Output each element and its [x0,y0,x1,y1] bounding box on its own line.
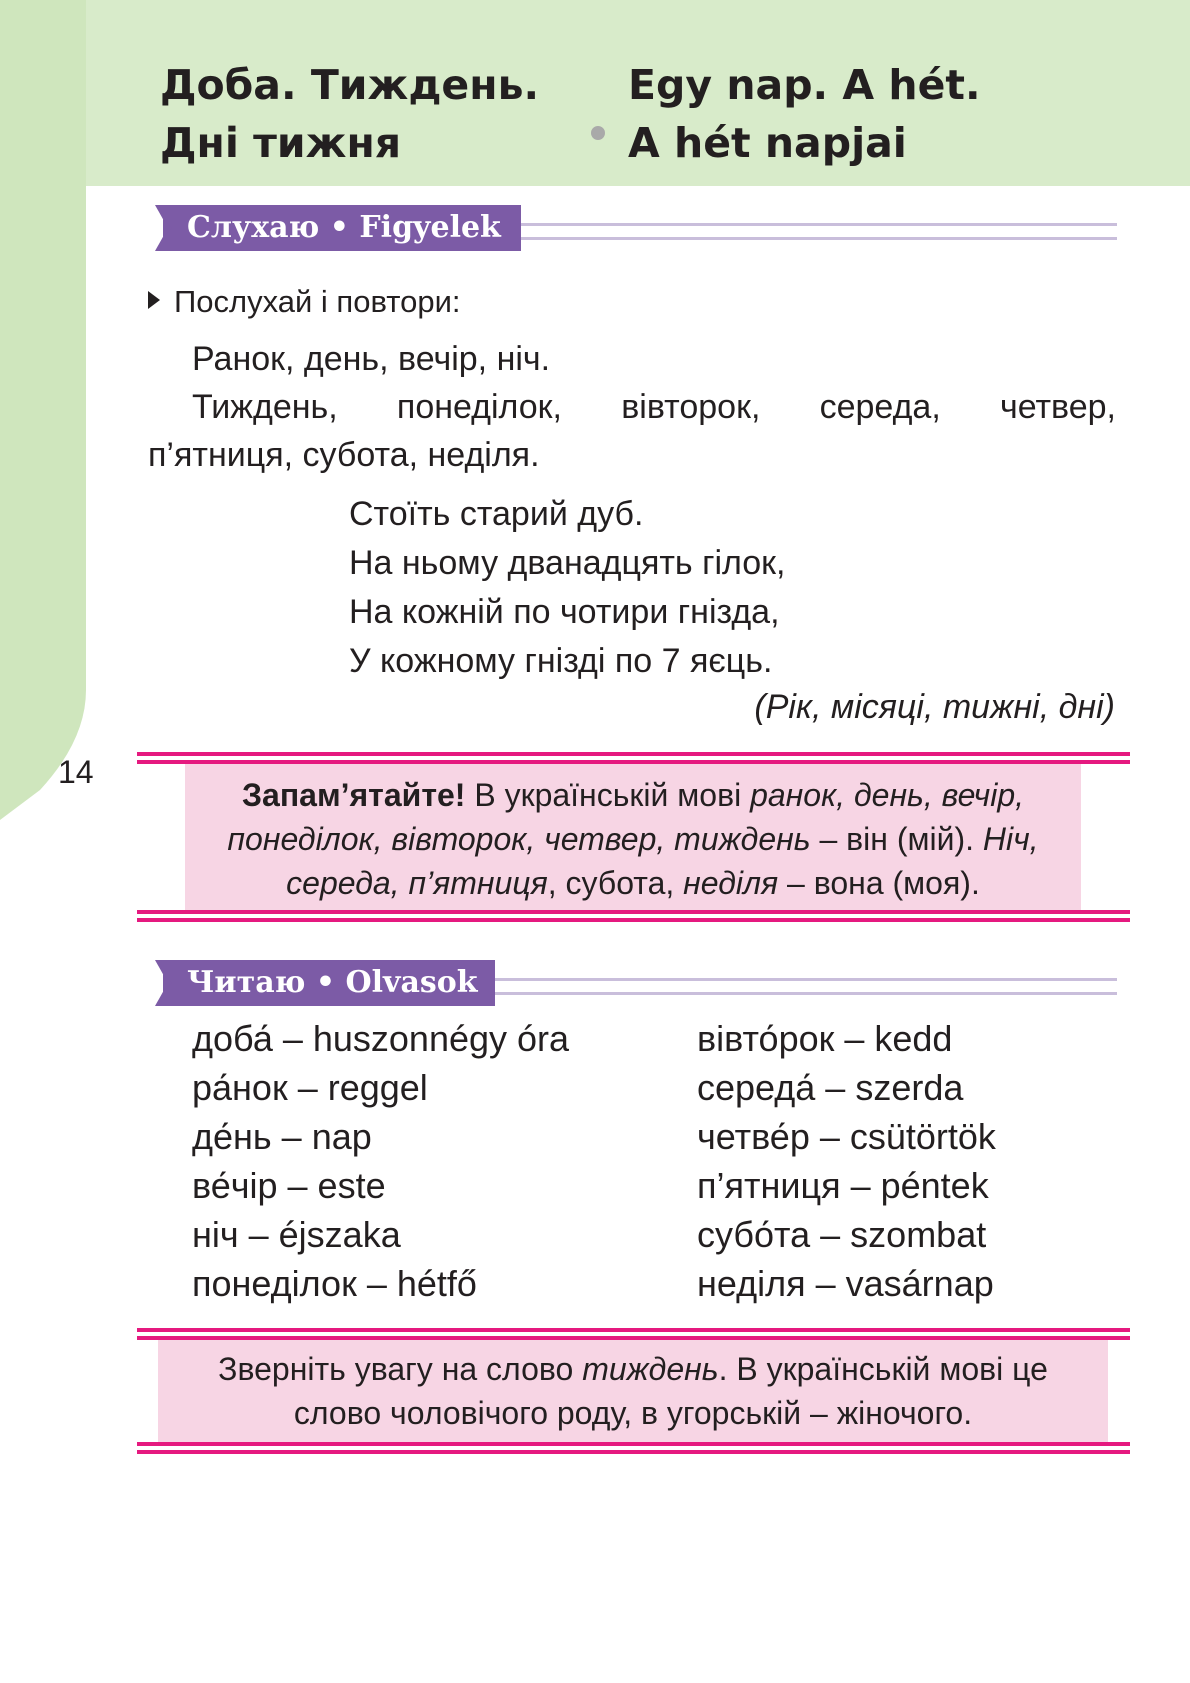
note-border-bottom [137,1442,1130,1454]
listen-text-line2: Тиждень, понеділок, вівторок, середа, четвер, [192,388,1116,426]
instruction: Послухай і повтори: [148,282,461,322]
vocab-item: четве́р – csütörtök [697,1116,996,1157]
poem-line: Стоїть старий дуб. [349,495,644,533]
remember-note: Запам’ятайте! В українській мові ранок, день, вечір, понеділок, вівторок, четвер, тиждень – він (мій). Ніч, середа, п’ятниця, субота, неділя – вона (моя). [185,764,1081,910]
page-title-hungarian: Egy nap. A hét. A hét napjai [628,61,981,167]
vocab-item: доба́ – huszonnégy óra [192,1018,570,1059]
poem-line: На ньому дванадцять гілок, [349,544,786,582]
page-title-ukrainian: Доба. Тиждень. Дні тижня [160,61,540,167]
vocab-item: субо́та – szombat [697,1214,987,1255]
vocab-item: неділя – vasárnap [697,1263,994,1304]
bullet-triangle-icon [148,291,160,309]
listen-text-line3: п’ятниця, субота, неділя. [148,436,540,474]
vocab-item: понеділок – hétfő [192,1263,477,1304]
vocab-item: ве́чір – este [192,1165,386,1206]
riddle-poem [349,490,786,686]
note-border-bottom [137,910,1130,922]
poem-line: У кожному гнізді по 7 яєць. [349,642,773,680]
vocab-item: ніч – éjszaka [192,1214,401,1255]
vocab-item: середа́ – szerda [697,1067,964,1108]
vocab-item: де́нь – nap [192,1116,372,1157]
section-tag-read [155,960,495,1006]
title-separator-dot [591,126,605,140]
vocab-list-right [697,1014,996,1308]
section-tag-read-label: Читаю • Olvasok [187,965,478,1000]
riddle-answer: (Рік, місяці, тижні, дні) [754,688,1115,726]
note-border-top [137,752,1130,764]
side-tab [0,0,86,820]
vocab-item: п’ятниця – péntek [697,1165,989,1206]
poem-line: На кожній по чотири гнізда, [349,593,780,631]
note-border-top [137,1328,1130,1340]
listen-text-line1: Ранок, день, вечір, ніч. [192,340,551,378]
vocab-item: ра́нок – reggel [192,1067,428,1108]
vocab-list-left [192,1014,569,1308]
attention-note: Зверніть увагу на слово тиждень. В українській мові це слово чоловічого роду, в угорській – жіночого. [158,1340,1108,1442]
vocab-item: вівто́рок – kedd [697,1018,953,1059]
section-tag-listen-label: Слухаю • Figyelek [187,210,501,245]
page-number: 14 [58,754,94,790]
section-tag-listen [155,205,521,251]
section-divider-lines [521,223,1117,240]
section-divider-lines [495,978,1117,995]
